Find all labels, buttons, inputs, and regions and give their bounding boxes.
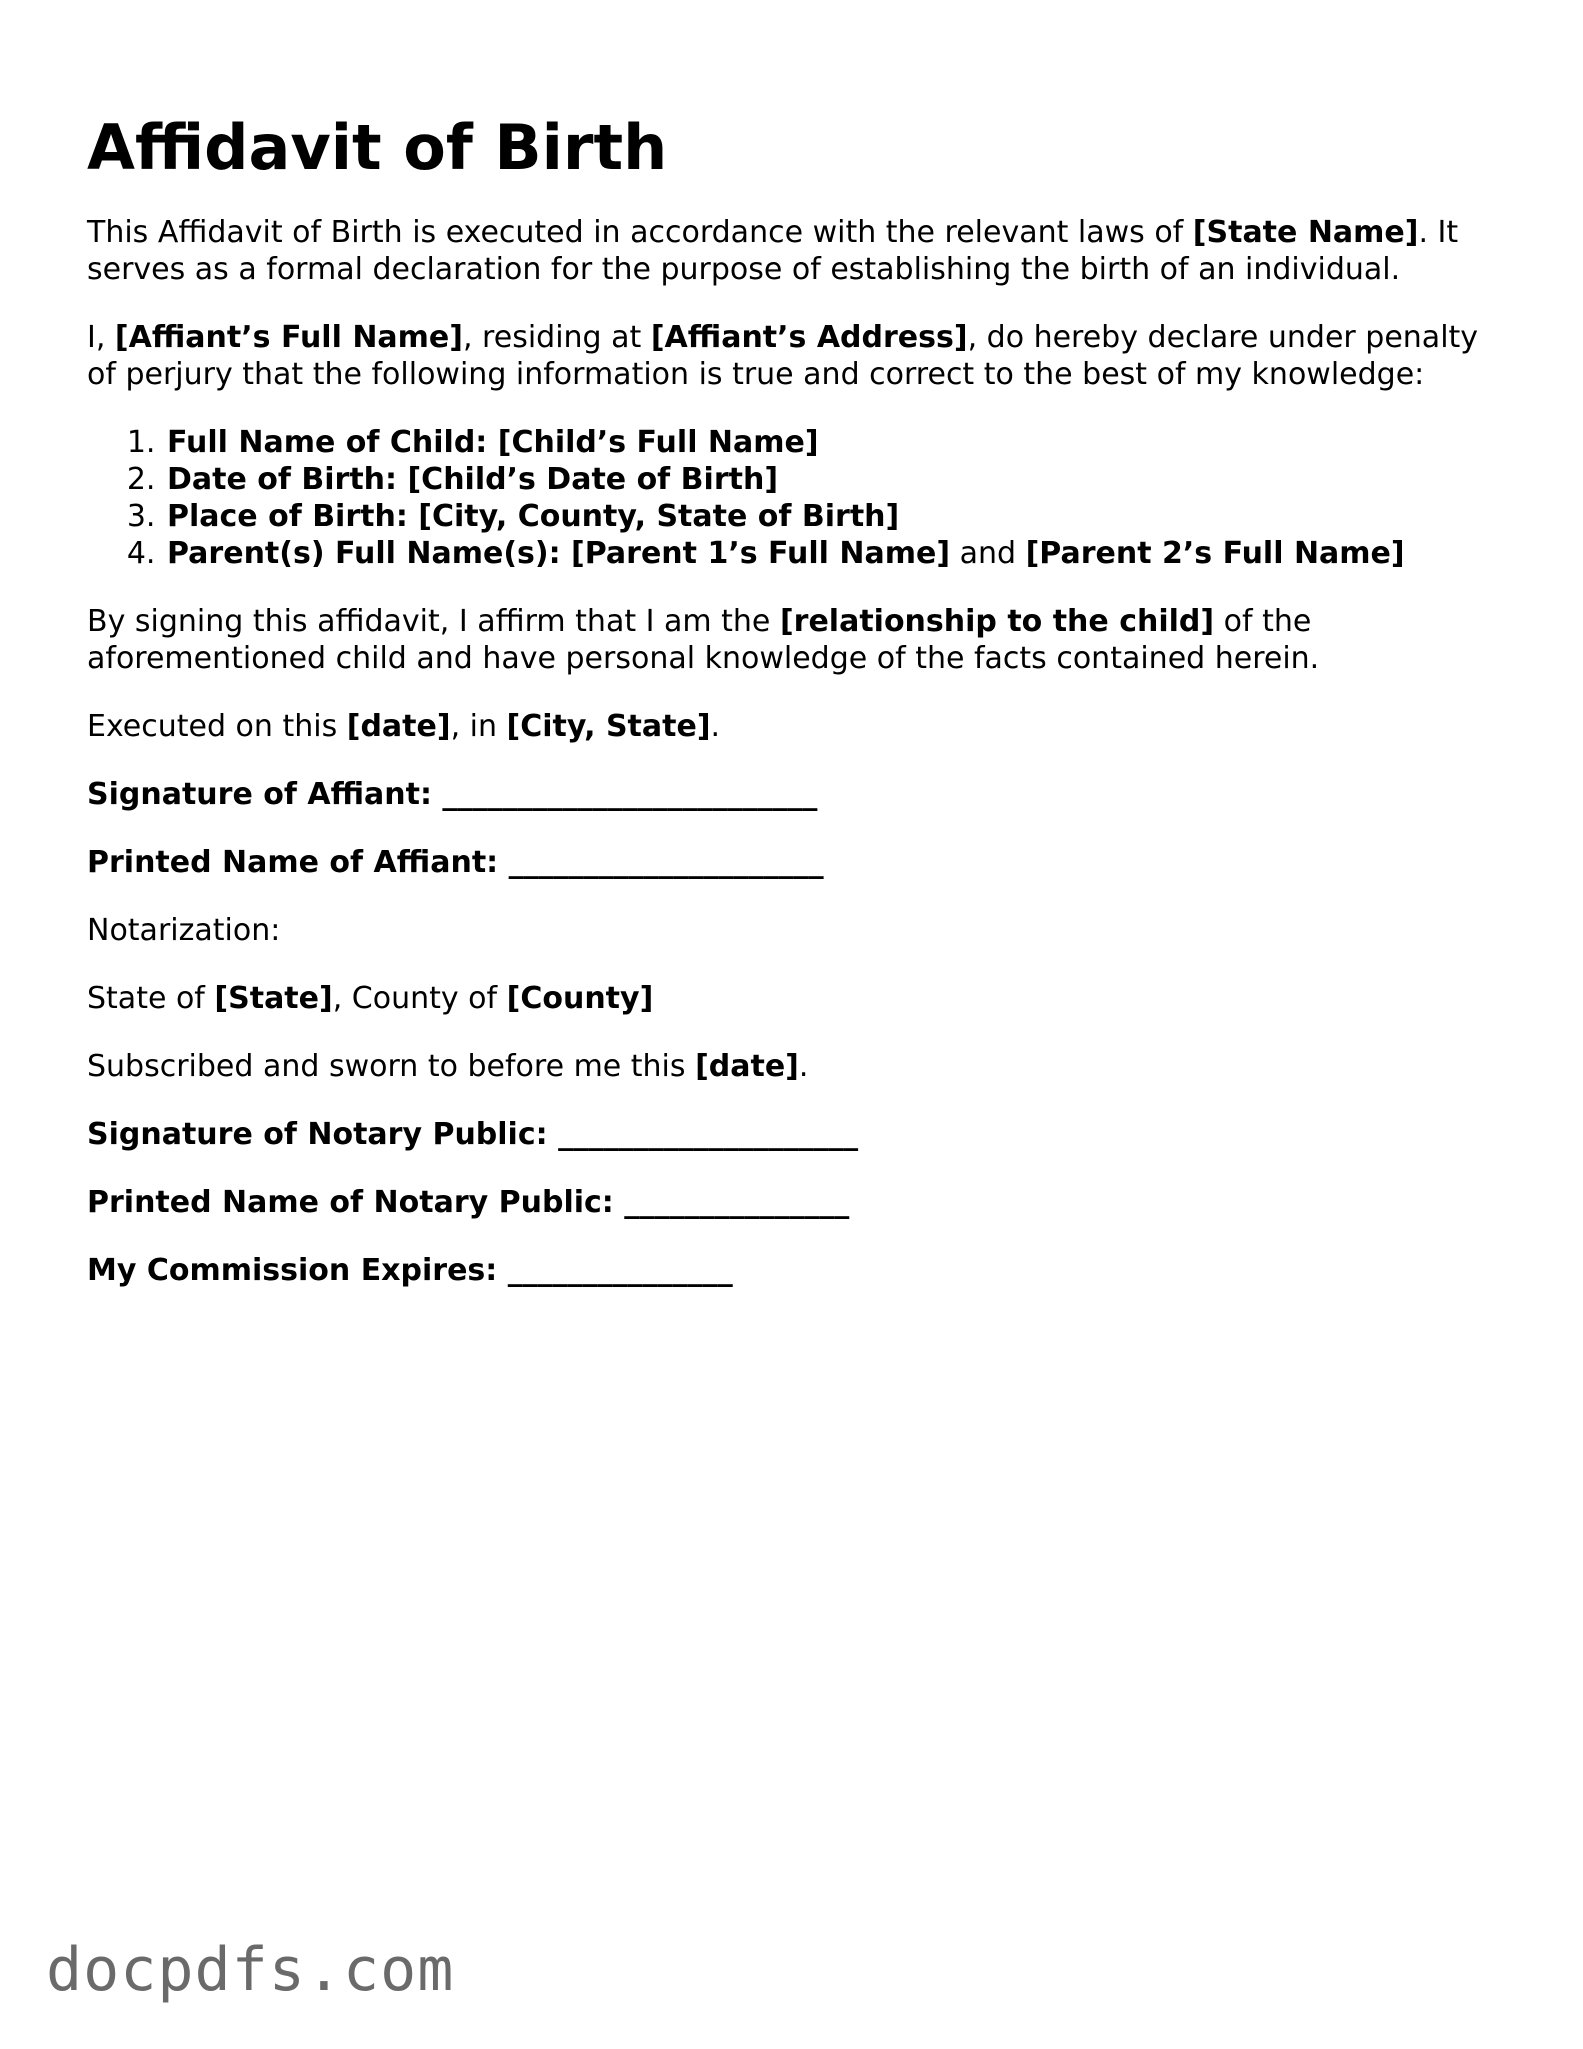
intro-paragraph <box>87 214 1507 288</box>
executed-paragraph <box>87 708 1507 745</box>
venue-county-placeholder: [County] <box>506 981 654 1016</box>
affiant-name-placeholder: [Affiant’s Full Name] <box>114 320 463 355</box>
signature-of-notary: Signature of Notary Public: ____________________ <box>87 1117 859 1152</box>
commission-expires: My Commission Expires: _______________ <box>87 1253 733 1288</box>
notarization-label: Notarization: <box>87 913 281 948</box>
relationship-placeholder: [relationship to the child] <box>779 604 1215 639</box>
document-title: Affidavit of Birth <box>87 111 668 184</box>
child-name-line: Full Name of Child: [Child’s Full Name] <box>167 425 819 460</box>
executed-date-placeholder: [date] <box>346 709 451 744</box>
affirmation-paragraph <box>87 603 1507 677</box>
printed-name-of-notary: Printed Name of Notary Public: _______________ <box>87 1185 850 1220</box>
subscribed-date-placeholder: [date] <box>695 1049 799 1084</box>
list-item-parents <box>165 535 1507 572</box>
printed-name-of-affiant: Printed Name of Affiant: _____________________ <box>87 845 824 880</box>
affirmation-text-2: of the aforementioned child and have personal knowledge of the facts contained herein. <box>87 604 1320 676</box>
document-page <box>87 108 1507 1320</box>
executed-text-1: Executed on this <box>87 709 347 744</box>
declaration-text-1: I, <box>87 320 115 355</box>
declaration-text-2: , residing at <box>462 320 651 355</box>
subscribed-paragraph <box>87 1048 1507 1085</box>
parents-and-text: and <box>950 536 1026 571</box>
birth-info-list <box>87 424 1507 572</box>
executed-text-2: , in <box>450 709 507 744</box>
venue-text-1: State of <box>87 981 215 1016</box>
docpdfs-watermark: docpdfs.com <box>46 1935 455 2005</box>
parent-2-placeholder: [Parent 2’s Full Name] <box>1025 536 1405 571</box>
state-name-placeholder: [State Name] <box>1192 215 1419 250</box>
date-of-birth-line: Date of Birth: [Child’s Date of Birth] <box>167 462 779 497</box>
intro-text-before: This Affidavit of Birth is executed in accordance with the relevant laws of <box>87 215 1193 250</box>
list-item-place-of-birth <box>165 498 1507 535</box>
venue-state-placeholder: [State] <box>214 981 333 1016</box>
intro-text-after: . It serves as a formal declaration for the purpose of establishing the birth of an individual. <box>87 215 1459 287</box>
list-item-date-of-birth <box>165 461 1507 498</box>
subscribed-text-1: Subscribed and sworn to before me this <box>87 1049 696 1084</box>
venue-paragraph <box>87 980 1507 1017</box>
venue-text-2: , County of <box>332 981 507 1016</box>
executed-city-state-placeholder: [City, State] <box>506 709 711 744</box>
subscribed-text-2: . <box>798 1049 809 1084</box>
affiant-address-placeholder: [Affiant’s Address] <box>650 320 968 355</box>
signature-of-affiant: Signature of Affiant: _________________________ <box>87 777 818 812</box>
affirmation-text-1: By signing this affidavit, I affirm that I am the <box>87 604 780 639</box>
executed-text-3: . <box>710 709 721 744</box>
declaration-text-3: , do hereby declare under penalty of perjury that the following information is true and correct to the best of my knowledge: <box>87 320 1479 392</box>
list-item-child-name <box>165 424 1507 461</box>
place-of-birth-line: Place of Birth: [City, County, State of Birth] <box>167 499 900 534</box>
parent-1-line: Parent(s) Full Name(s): [Parent 1’s Full Name] <box>167 536 951 571</box>
declaration-paragraph <box>87 319 1507 393</box>
